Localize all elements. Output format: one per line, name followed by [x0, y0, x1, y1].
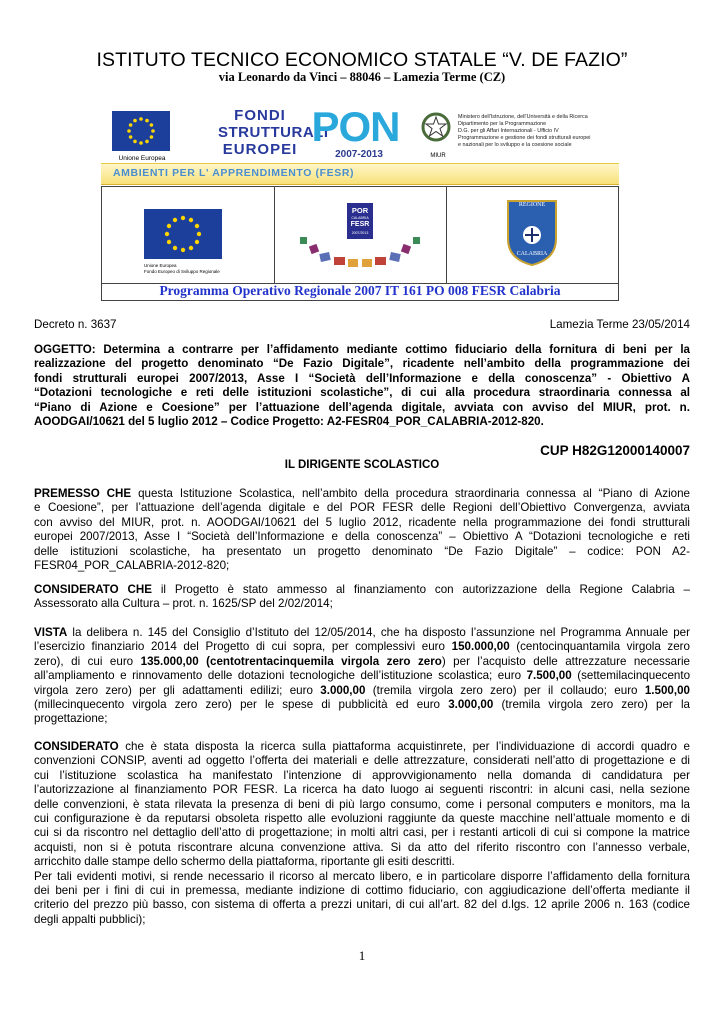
premesso-lead: PREMESSO CHE — [34, 487, 132, 500]
considerato-line — [34, 583, 690, 597]
oggetto-line: “Piano di Azione e Coesione” per l’attuazione dell’agenda digitale, avviata con avviso del MIUR, prot. n. — [34, 400, 690, 414]
vista-text: (tremila virgola zero zero) per il collaudo; euro — [365, 683, 645, 697]
fondi-line1: FONDI — [234, 107, 286, 124]
regional-logo-grid — [101, 186, 619, 284]
vista-line: progettazione; — [34, 712, 108, 726]
eu-fesr-cell — [102, 187, 275, 283]
considerato2-line: arricchito dalle stampe dello schermo della piattaforma, riportante gli esiti descritti. — [34, 855, 455, 869]
ministry-line: Programmazione e gestione dei fondi strutturali europei — [458, 135, 591, 141]
fesr-strip-label: AMBIENTI PER L' APPRENDIMENTO (FESR) — [113, 167, 355, 179]
amount-design: 3.000,00 — [448, 698, 494, 712]
vista-line — [34, 640, 690, 654]
dirigente-heading: IL DIRIGENTE SCOLASTICO — [284, 459, 440, 471]
considerato-lead: CONSIDERATO CHE — [34, 583, 152, 596]
funding-banner — [101, 101, 619, 300]
decreto-number: Decreto n. 3637 — [34, 318, 117, 331]
considerato2-line: Per tali evidenti motivi, si rende necessario il ricorso al mercato libero, e in particolare disporre l’affidamento della fornitura — [34, 869, 690, 883]
oggetto-block — [34, 343, 690, 429]
school-address: via Leonardo da Vinci – 88046 – Lamezia Terme (CZ) — [218, 70, 506, 84]
vista-line — [34, 684, 690, 698]
considerato2-line: convenzioni CONSIP, aventi ad oggetto l’offerta dei materiali e delle attrezzature, considerati nell’atto di progettazione e di — [34, 754, 690, 768]
considerato-che-paragraph — [34, 583, 690, 612]
vista-text: virgola zero zero) per gli adattamenti edilizi; euro — [34, 683, 321, 697]
premesso-line: europei 2007/2013, Asse I “Società dell’Informazione e della conoscenza” – Obiettivo A “Dotazioni tecnologiche e reti — [34, 530, 690, 544]
vista-line — [34, 655, 690, 669]
considerato2-line: acquisti, non si è potuta riscontrare alcuna convenzione attiva. Si da atto del riferito riscontro con l’annesso verbale, — [34, 840, 690, 854]
ministry-line: D.G. per gli Affari Internazionali - Ufficio IV — [458, 128, 559, 134]
ministry-line: Ministero dell'Istruzione, dell'Università e della Ricerca — [458, 114, 588, 120]
amount-equipment: 135.000,00 — [140, 654, 199, 668]
premesso-line: FESR04_POR_CALABRIA-2012-820; — [34, 559, 230, 573]
considerato2-line: cui si da riscontro nel dettaglio dell’atto di progettazione; in molti altri casi, per i restanti articoli di cui si compone la matrice — [34, 826, 690, 840]
eu-flag-small-icon — [144, 209, 222, 259]
school-title: ISTITUTO TECNICO ECONOMICO STATALE “V. DE FAZIO” — [96, 49, 628, 71]
amount-advertising: 1.500,00 — [644, 683, 690, 697]
premesso-paragraph — [34, 487, 690, 573]
por-line3: FESR — [350, 221, 370, 228]
amount-total: 150.000,00 — [451, 640, 510, 654]
ministry-text — [458, 114, 618, 149]
oggetto-line: AOODGAI/10621 del 5 luglio 2012 – Codice Progetto: A2-FESR04_POR_CALABRIA-2012-820. — [34, 415, 544, 429]
amount-testing: 3.000,00 — [320, 683, 366, 697]
vista-line — [34, 698, 690, 712]
considerato2-line: cui l’istituzione scolastica ha manifestato l’intenzione di approvvigionamento nella domanda di candidatura per — [34, 768, 690, 782]
vista-text: zero), di cui euro — [34, 654, 141, 668]
vista-text: (tremila virgola zero zero) per la — [493, 698, 690, 712]
amount-building: 7.500,00 — [526, 669, 572, 683]
oggetto-line: OGGETTO: Determina a contrarre per l’affidamento mediante cottimo fiduciario della fornitura di beni per la — [34, 343, 690, 356]
regione-line1: REGIONE — [518, 202, 546, 208]
eu-small-line2: Fondo Europeo di Sviluppo Regionale — [144, 269, 220, 274]
oggetto-line: fondi strutturali europei 2007/2013, Asse I “Società dell’Informazione e della conoscenza” - Obiettivo A — [34, 371, 690, 385]
por-calabria-cell — [274, 187, 447, 283]
pon-logo: PON — [311, 103, 400, 150]
considerato2-text: che è stata disposta la ricerca sulla piattaforma acquistinrete, per l’individuazione di accordi quadro e — [118, 740, 690, 753]
fondi-strutturali-logo — [218, 107, 329, 158]
eu-small-line1: Unione Europea — [144, 263, 177, 268]
fondi-line3: EUROPEI — [222, 141, 298, 158]
vista-lead: VISTA — [34, 626, 68, 639]
premesso-line: con avviso del MIUR, prot. n. AOODGAI/10621 del 5 luglio 2012, ricadente nella programmazione dei fondi strutturali — [34, 515, 690, 529]
considerato-line: Assessorato alla Cultura – prot. n. 1625/SP del 2/02/2014; — [34, 597, 333, 611]
cup-code: CUP H82G12000140007 — [540, 443, 690, 458]
vista-text: (millecinquecento virgola zero zero) per le spese di pubblicità ed euro — [34, 698, 449, 712]
vista-line — [34, 626, 690, 640]
por-line2: CALABRIA — [351, 216, 369, 220]
por-line1: POR — [351, 206, 369, 215]
vista-text: ) per l’acquisto delle attrezzature necessarie — [441, 654, 690, 668]
page-number: 1 — [358, 948, 366, 963]
oggetto-line: realizzazione del progetto denominato “De Fazio Digitale”, ricadente nell’ambito della programmazione dei — [34, 357, 690, 371]
considerato2-line: cui configurazione è da reputarsi obsoleta rispetto alle evoluzioni raggiunte da queste macchine nell’attuale momento e di — [34, 812, 690, 826]
oggetto-line: “Dotazioni tecnologiche e reti delle istituzioni scolastiche”, di cui alla procedura straordinaria connessa al — [34, 386, 690, 400]
vista-text: ( — [198, 654, 210, 668]
fondi-line2: STRUTTURALI — [218, 124, 329, 141]
premesso-line: delle istituzioni scolastiche, ha presentato un progetto denominato “De Fazio Digitale” – codice: PON A2- — [34, 544, 690, 558]
premesso-line — [34, 487, 690, 501]
vista-text: (centocinquantamila virgola zero — [509, 640, 690, 654]
programma-operativo: Programma Operativo Regionale 2007 IT 161 PO 008 FESR Calabria — [101, 282, 619, 301]
place-date: Lamezia Terme 23/05/2014 — [549, 318, 690, 331]
considerato-paragraph — [34, 740, 690, 927]
considerato2-lead: CONSIDERATO — [34, 740, 119, 753]
vista-text: l’esercizio finanziario 2014 del Progetto di cui sopra, per complessivi euro — [34, 640, 452, 654]
ministry-line: e nazionali per lo sviluppo e la coesione sociale — [458, 142, 572, 148]
ministry-line: Dipartimento per la Programmazione — [458, 121, 547, 127]
considerato2-line: dei beni per i fini di cui in premessa, mediante indizione di cottimo fiduciario, con aggiudicazione dell’offerta mediante il — [34, 884, 690, 898]
vista-paragraph — [34, 626, 690, 727]
italian-republic-emblem-icon — [421, 111, 451, 143]
pon-years: 2007-2013 — [335, 149, 383, 160]
por-line4: 2007/2013 — [351, 231, 369, 235]
vista-text: all’ampliamento e rinnovamento delle dotazioni tecnologiche dell’istituzione scolastica; euro — [34, 669, 527, 683]
eu-label: Unione Europea — [118, 155, 166, 162]
regione-line2: CALABRIA — [516, 251, 548, 257]
vista-line — [34, 669, 690, 683]
eu-flag-icon — [112, 111, 170, 151]
top-logo-row — [101, 101, 619, 185]
vista-text: (settemilacinquecento — [571, 669, 691, 683]
considerato2-line: degli appalti pubblici); — [34, 912, 146, 926]
fesr-strip — [101, 163, 619, 185]
considerato2-line — [34, 740, 690, 754]
amount-equipment-words: centotrentacinquemila virgola zero zero — [210, 654, 442, 668]
considerato2-line: criterio del prezzo più basso, con sistema di offerta a prezzi unitari, di cui all’art. 82 del d.lgs. 12 aprile 2006 n. 163 (codice — [34, 898, 690, 912]
miur-label: MIUR — [430, 153, 446, 159]
considerato-text: il Progetto è stato ammesso al finanziamento con autorizzazione della Regione Calabria – — [151, 583, 690, 596]
considerato2-line: l’autorizzazione al finanziamento POR FESR. La ricerca ha dato luogo ai seguenti riscontri: in alcuni casi, nella sezione — [34, 783, 690, 797]
premesso-text: questa Istituzione Scolastica, nell’ambito della procedura straordinaria connessa al “Piano di Azione — [131, 487, 690, 500]
regione-calabria-cell — [446, 187, 618, 283]
premesso-line: e Coesione”, per l’attuazione dell’agenda digitale e del POR FESR delle Regioni dell’Obiettivo Convergenza, avviata — [34, 501, 690, 515]
vista-text: la delibera n. 145 del Consiglio d’Istituto del 12/05/2014, che ha disposto l’assunzione nel Programma Annuale per — [67, 626, 690, 639]
considerato2-line: delle convenzioni, è stata rilevata la presenza di beni di più largo consumo, come i personal computers e monitors, ma la — [34, 797, 690, 811]
